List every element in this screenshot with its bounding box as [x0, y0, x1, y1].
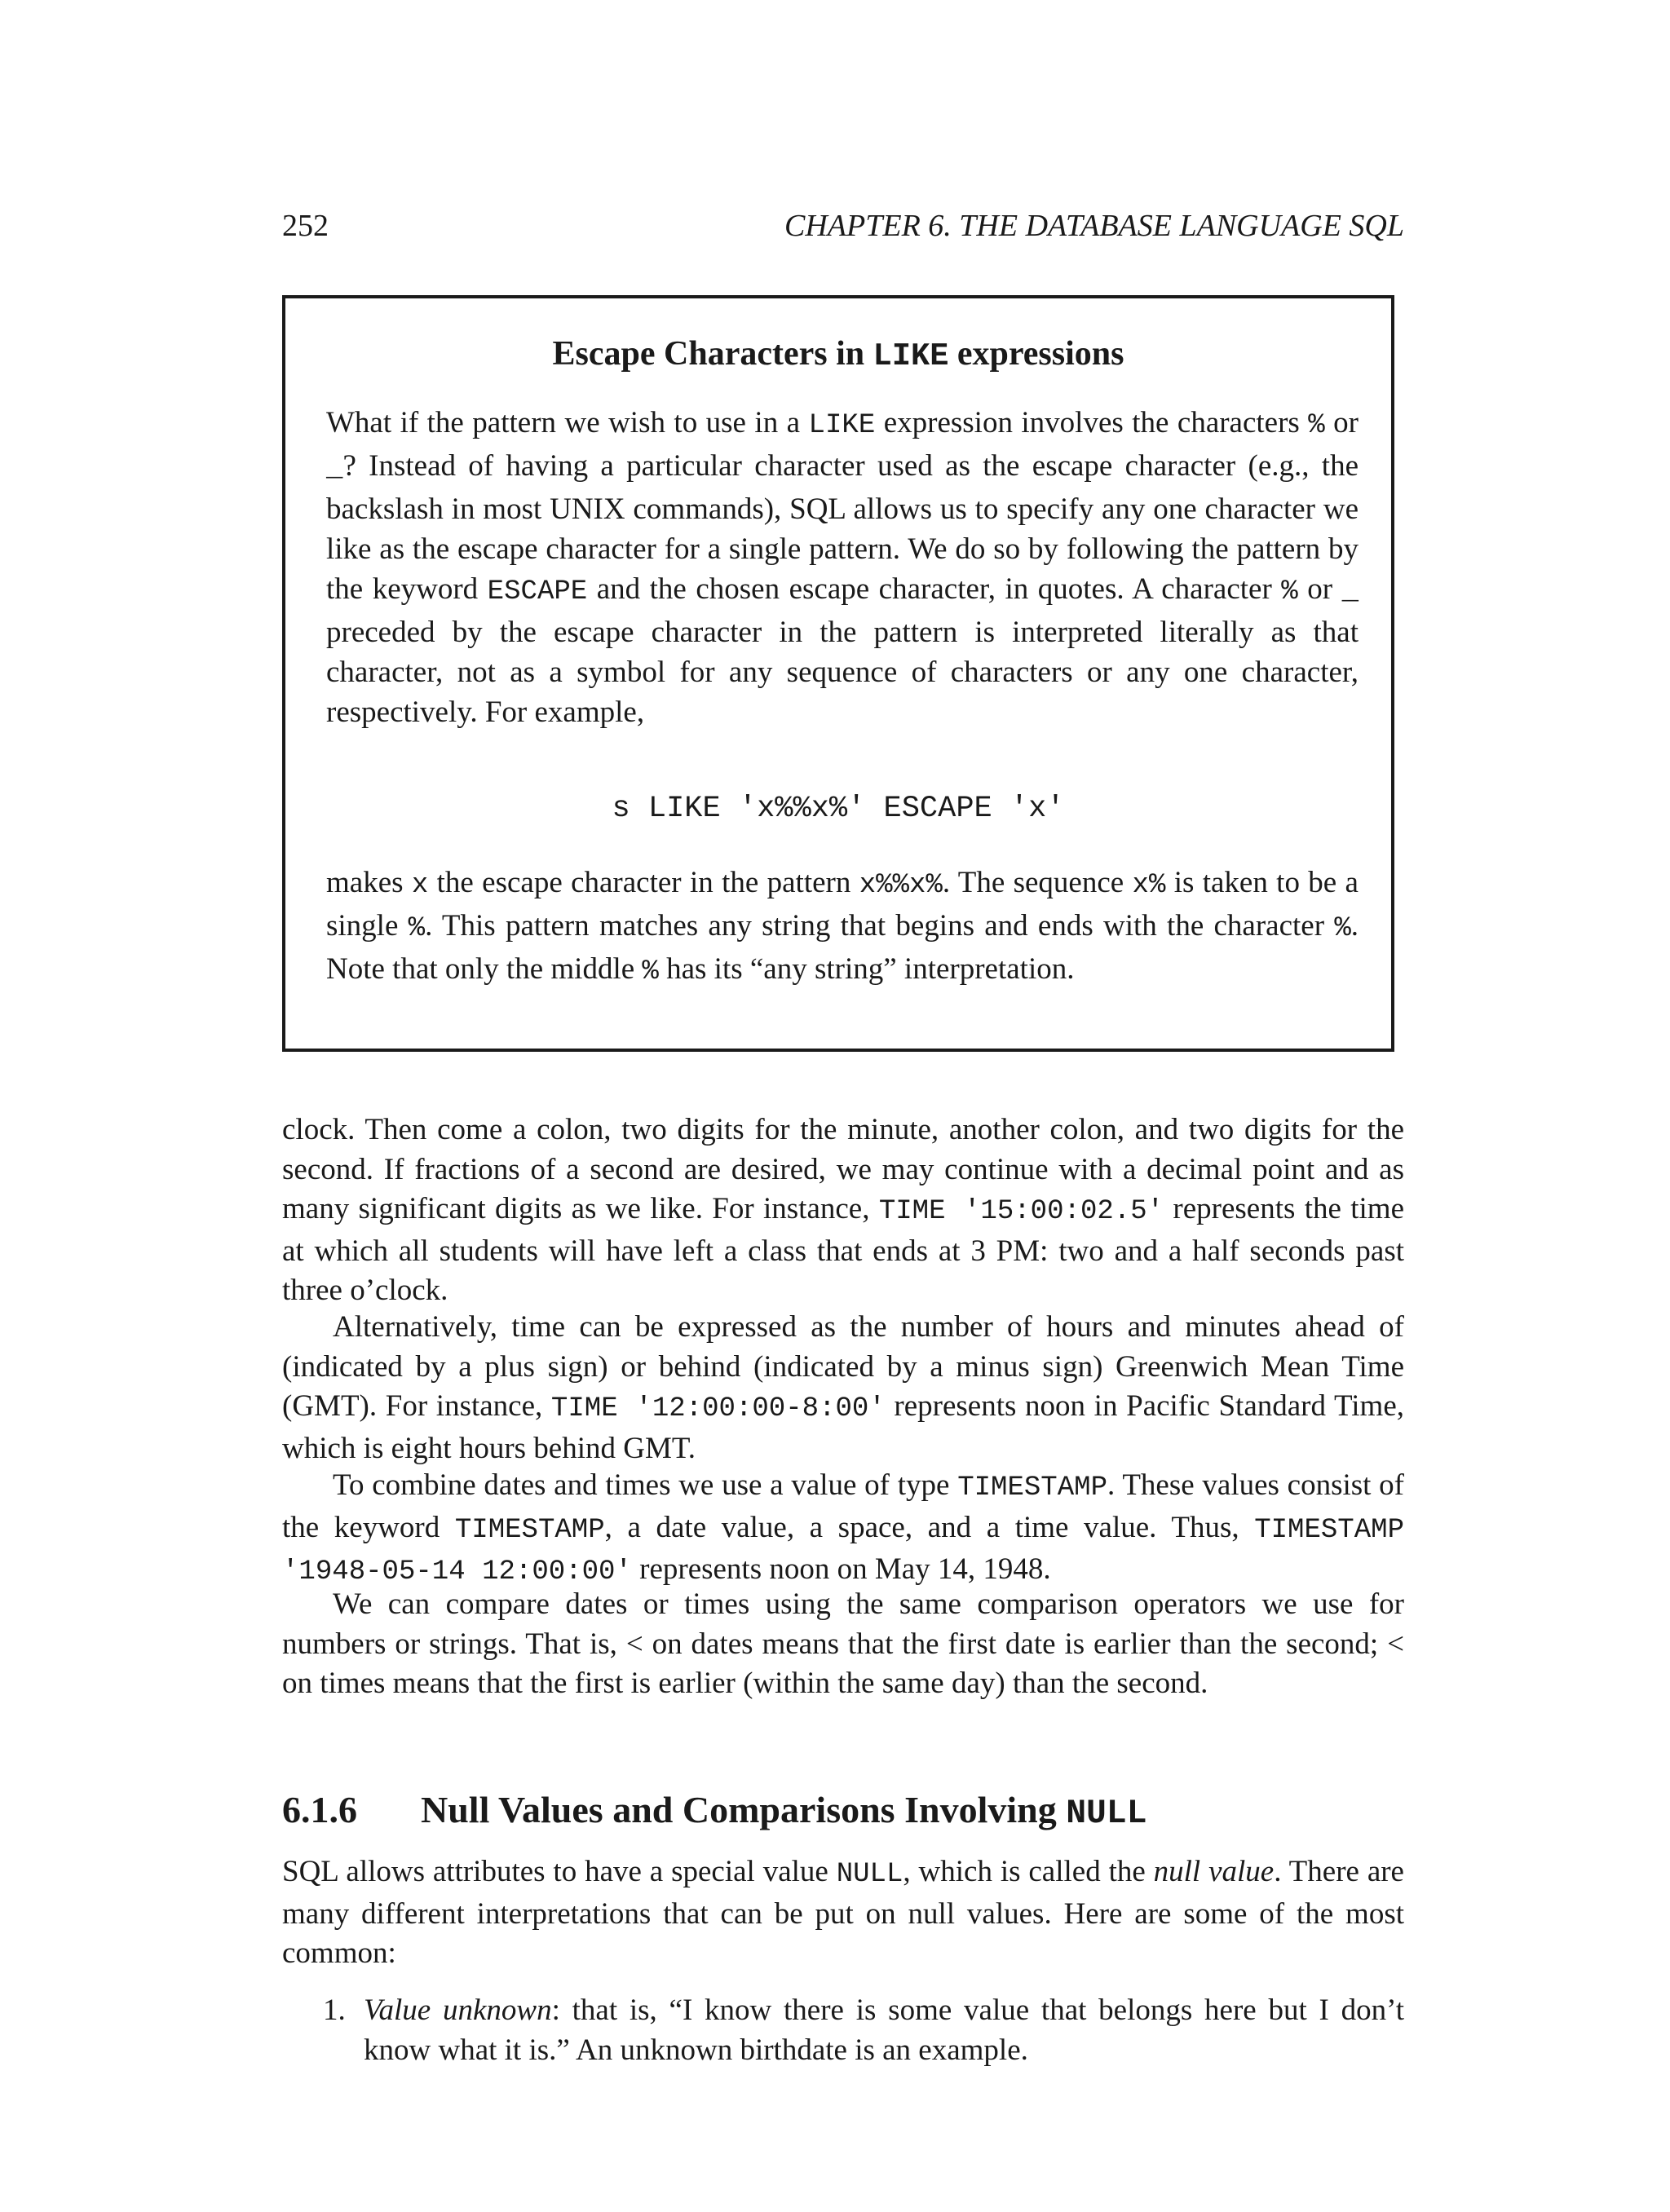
page-header: [282, 205, 1404, 246]
page-number: 252: [282, 209, 329, 243]
paragraph-gmt: Alternatively, time can be expressed as the number of hours and minutes ahead of (indicated by a plus sign) or behind (indicated by a minus sign) Greenwich Mean Time (GMT). For instance, TIME '12:00:00-8:00' represents noon in Pacific Standard Time, which is eight hours behind GMT.: [282, 1310, 1404, 1465]
paragraph-null: SQL allows attributes to have a special value NULL, which is called the null value. There are many different interpretations that can be put on null values. Here are some of the most common:: [282, 1855, 1404, 1970]
paragraph-compare: We can compare dates or times using the same comparison operators we use for numbers or strings. That is, < on dates means that the first date is earlier than the second; < on times means that the first is earlier (within the same day) than the second.: [282, 1587, 1404, 1700]
null-interpretations-list: [282, 1991, 1404, 2070]
list-term: Value unknown: [364, 1993, 552, 2027]
paragraph-timestamp: To combine dates and times we use a value of type TIMESTAMP. These values consist of the keyword TIMESTAMP, a date value, a space, and a time value. Thus, TIMESTAMP '1948-05-14 12:00:00' represents noon on May 14, 1948.: [282, 1468, 1405, 1587]
box-title: Escape Characters in LIKE expressions: [552, 335, 1124, 374]
box-paragraph-1: What if the pattern we wish to use in a LIKE expression involves the characters % or _? Instead of having a particular character used as the escape character (e.g., the backslash in most UNIX commands), SQL allows us to specify any one character we like as the escape character for a single pattern. We do so by following the pattern by the keyword ESCAPE and the chosen escape character, in quotes. A character % or _ preceded by the escape character in the pattern is interpreted literally as that character, not as a symbol for any sequence of characters or any one character, respectively. For example,: [326, 406, 1359, 729]
box-paragraph-2: makes x the escape character in the pattern x%%x%. The sequence x% is taken to be a single %. This pattern matches any string that begins and ends with the character %. Note that only the middle % has its “any string” interpretation.: [326, 866, 1359, 987]
code-example: s LIKE 'x%%x%' ESCAPE 'x': [612, 792, 1065, 826]
section-title: Null Values and Comparisons Involving NULL: [421, 1789, 1147, 1833]
list-item: 1. Value unknown: that is, “I know there is some value that belongs here but I don’t know what it is.” An unknown birthdate is an example.: [282, 1991, 1404, 2070]
paragraph-time: clock. Then come a colon, two digits for the minute, another colon, and two digits for the second. If fractions of a second are desired, we may continue with a decimal point and as many significant digits as we like. For instance, TIME '15:00:02.5' represents the time at which all students will have left a class that ends at 3 PM: two and a half seconds past three o’clock.: [282, 1113, 1405, 1307]
list-marker: 1.: [323, 1993, 346, 2027]
sidebar-box: [282, 295, 1394, 1052]
section-heading: [282, 1786, 1404, 1839]
section-number: 6.1.6: [282, 1789, 357, 1830]
running-head: CHAPTER 6. THE DATABASE LANGUAGE SQL: [784, 209, 1404, 243]
